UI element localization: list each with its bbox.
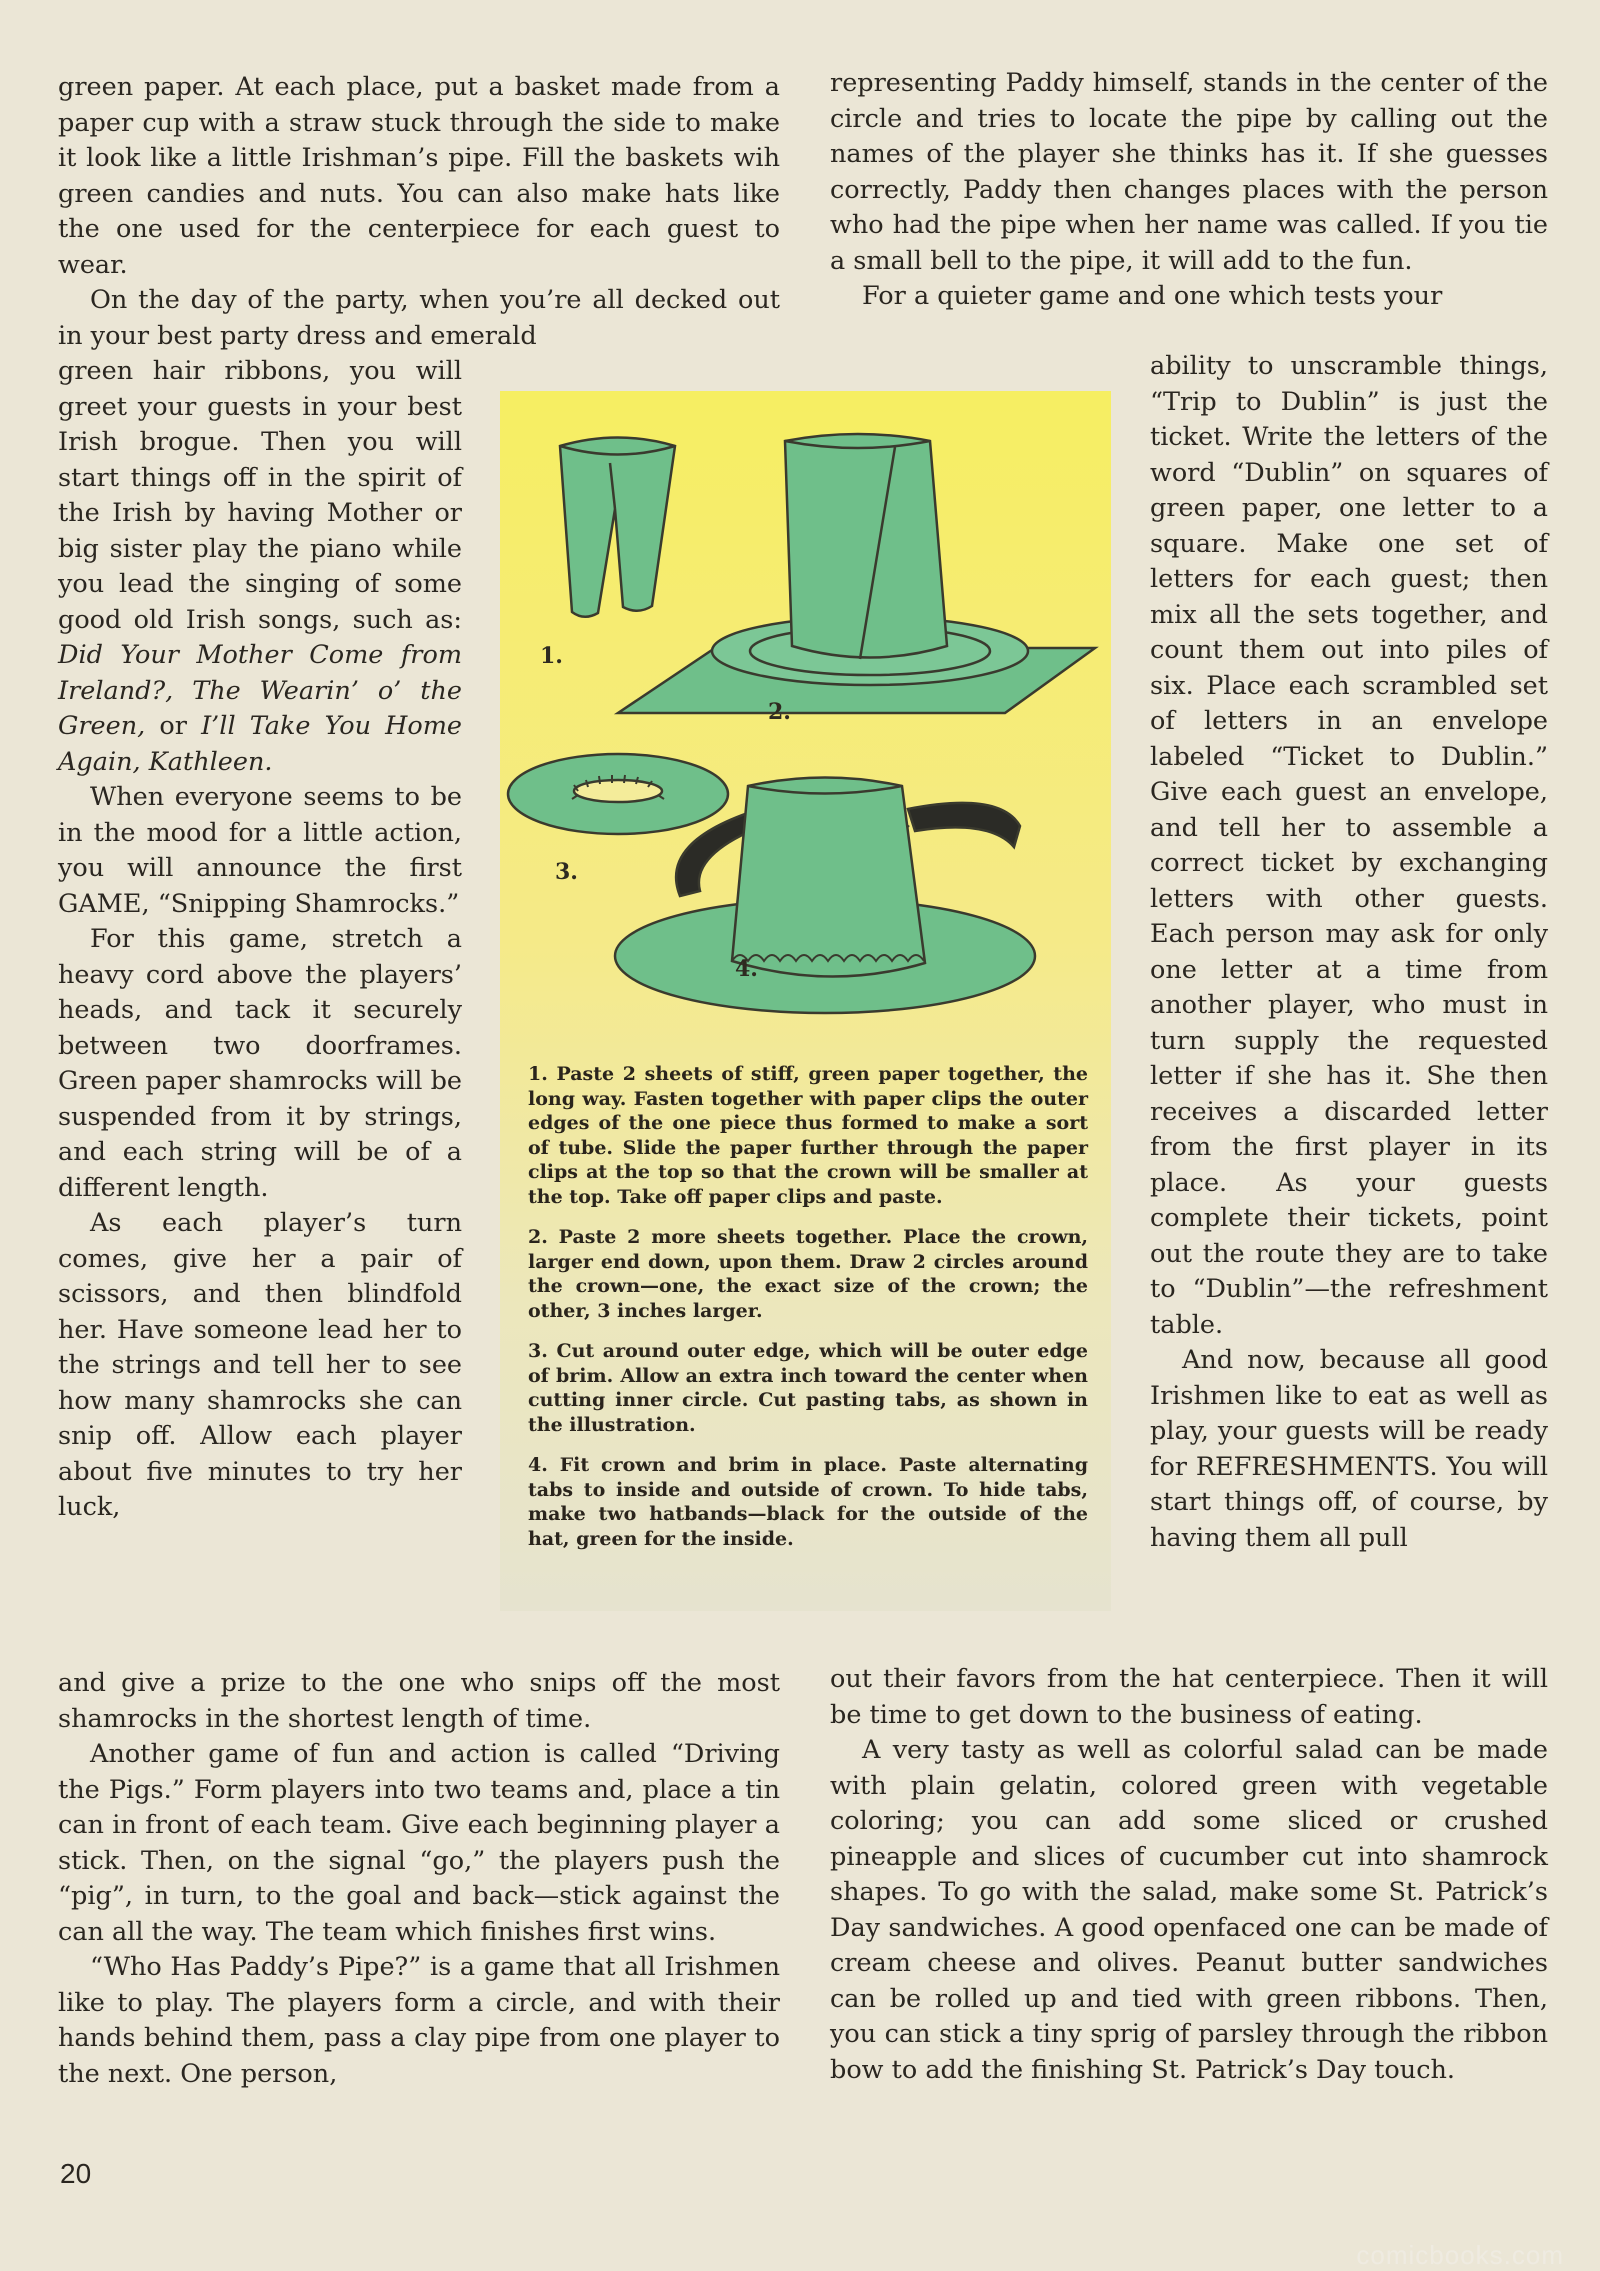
figure-label: 1. <box>540 643 563 669</box>
paragraph: As each player’s turn comes, give her a pair of scissors, and then blindfold her. Have someone lead her to the strings and tell her to see how many shamrocks she can snip off. Allow each player about five minutes to try her luck, <box>58 1208 462 1522</box>
text-span: or <box>159 711 187 741</box>
right-column-bottom <box>830 1662 1548 2088</box>
caption: 2. Paste 2 more sheets together. Place the crown, larger end down, upon them. Draw 2 circles around the crown—one, the exact size of the crown; the other, 3 inches larger. <box>528 1226 1088 1322</box>
crown-on-sheet-drawing <box>618 434 1095 713</box>
song-title: I’ll Take You Home Again, Kathleen. <box>58 711 463 777</box>
paragraph: For a quieter game and one which tests your <box>862 281 1443 311</box>
caption: 4. Fit crown and brim in place. Paste alternating tabs to inside and outside of crown. To hide tabs, make two hatbands—black for the outside of the hat, green for the inside. <box>528 1454 1088 1550</box>
paragraph: ability to unscramble things, “Trip to Dublin” is just the ticket. Write the letters of the word “Dublin” on squares of green paper, one letter to a square. Make one set of letters for each guest; then mix all the sets together, and count them out into piles of six. Place each scrambled set of letters in an envelope labeled “Ticket to Dublin.” Give each guest an envelope, and tell her to assemble a correct ticket by exchanging letters with other guests. Each person may ask for only one letter at a time from another player, who must in turn supply the requested letter if she has it. She then receives a discarded letter from the first player in its place. As your guests complete their tickets, point out the route they are to take to “Dublin”—the refreshment table. <box>1150 351 1548 1340</box>
paragraph: out their favors from the hat centerpiece. Then it will be time to get down to the business of eating. <box>830 1664 1548 1730</box>
site-watermark: comicbooks.com <box>1356 2240 1564 2270</box>
paragraph: “Who Has Paddy’s Pipe?” is a game that all Irishmen like to play. The players form a circle, and with their hands behind them, pass a clay pipe from one player to the next. One person, <box>58 1952 780 2089</box>
paragraph: representing Paddy himself, stands in the center of the circle and tries to locate the pipe by calling out the names of the player she thinks has it. If she guesses correctly, Paddy then changes places with the person who had the pipe when her name was called. If you tie a small bell to the pipe, it will add to the fun. <box>830 68 1548 276</box>
paragraph: and give a prize to the one who snips off the most shamrocks in the shortest length of time. <box>58 1668 780 1734</box>
figure-label: 3. <box>555 859 578 885</box>
paragraph: A very tasty as well as colorful salad can be made with plain gelatin, colored green with vegetable coloring; you can add some sliced or crushed pineapple and slices of cucumber cut into shamrock shapes. To go with the salad, make some St. Patrick’s Day sandwiches. A good openfaced one can be made of cream cheese and olives. Peanut butter sandwiches can be rolled up and tied with green ribbons. Then, you can stick a tiny sprig of parsley through the ribbon bow to add the finishing St. Patrick’s Day touch. <box>830 1735 1548 2085</box>
left-column-wrap <box>58 354 462 1526</box>
song-title: The Wearin’ o’ the Green, <box>58 675 463 741</box>
right-column-wrap <box>1150 349 1548 1556</box>
paragraph: And now, because all good Irishmen like to eat as well as play, your guests will be ready for REFRESHMENTS. You will start things off, of course, by having them all pull <box>1150 1345 1548 1553</box>
paragraph <box>58 354 462 780</box>
brim-drawing <box>508 754 728 834</box>
paragraph: On the day of the party, when you’re all decked out in your best party dress and emerald <box>58 285 780 351</box>
paragraph: For this game, stretch a heavy cord above the players’ heads, and tack it securely between two doorframes. Green paper shamrocks will be suspended from it by strings, and each string will be of a different length. <box>58 924 462 1203</box>
paragraph: green paper. At each place, put a basket made from a paper cup with a straw stuck through the side to make it look like a little Irishman’s pipe. Fill the baskets wih green candies and nuts. You can also make hats like the one used for the centerpiece for each guest to wear. <box>58 72 780 280</box>
page-number: 20 <box>60 2158 92 2189</box>
crown-tube-drawing <box>560 438 675 617</box>
instructions-captions <box>528 1062 1088 1567</box>
right-column-top <box>830 66 1548 315</box>
caption: 3. Cut around outer edge, which will be outer edge of brim. Allow an extra inch toward the center when cutting inner circle. Cut pasting tabs, as shown in the illustration. <box>528 1340 1088 1436</box>
text-span: green hair ribbons, you will greet your guests in your best Irish brogue. Then you will start things off in the spirit of the Irish by having Mother or big sister play the piano while you lead the singing of some good old Irish songs, such as: <box>58 356 462 635</box>
figure-label: 4. <box>735 956 758 982</box>
figure-label: 2. <box>768 699 791 725</box>
paragraph: Another game of fun and action is called “Driving the Pigs.” Form players into two teams and, place a tin can in front of each team. Give each beginning player a stick. Then, on the signal “go,” the players push the “pig”, in turn, to the goal and back—stick against the can all the way. The team which finishes first wins. <box>58 1739 780 1947</box>
left-column-top <box>58 70 780 354</box>
caption: 1. Paste 2 sheets of stiff, green paper together, the long way. Fasten together with paper clips the outer edges of the one piece thus formed to make a sort of tube. Slide the paper further through the paper clips at the top so that the crown will be smaller at the top. Take off paper clips and paste. <box>528 1063 1088 1208</box>
paragraph: When everyone seems to be in the mood for a little action, you will announce the first GAME, “Snipping Shamrocks.” <box>58 782 462 919</box>
left-column-bottom <box>58 1666 780 2092</box>
song-title: Did Your Mother Come from Ireland?, <box>58 640 462 706</box>
